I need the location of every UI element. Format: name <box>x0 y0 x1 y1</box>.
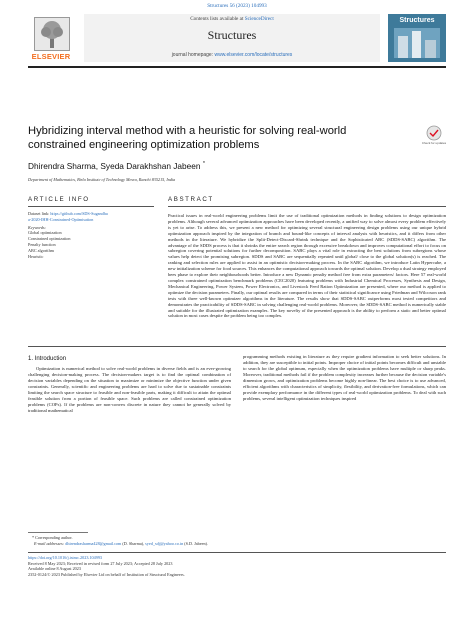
intro-left-column: Optimization is numerical method to solve real-world problems in diverse fields and is an ever-growing challenging decision-making process. The decision-makers target is to find the optimal combination of decision variables depending on the situation to maximize or minimize the objective function under given constraints. Generally, scientific and engineering problems are hard to solve due to sustainable constraints limiting the search space structure to feasible and non-feasible parts, making it difficult to attain the optimal feasible solution from a portion of feasible space. Such problems are called constrained optimization problems (COPs). If the problems are non-convex discrete in nature they cannot be generally solved by traditional mathematical <box>28 366 231 413</box>
intro-right-column: programming methods existing in literature as they require gradient information to seek better solutions. In addition, they are susceptible to initial points. Improper choice of initial points becomes difficult and unstable to search for the global optimum, especially when the optimization problems have multiple or sharp peaks. Moreover, traditional methods fail if the problem complexity increases further because the decision variable's dimension grows, and optimization problems become highly non-linear. The best choice is to use advanced, efficient algorithms with characteristics of simplicity, flexibility, and derivation-free formulations, which can provide exemplary performance in the different types of real-world optimization problems. To deal with such problems, several intelligent optimization techniques inspired <box>243 354 446 401</box>
banner-divider <box>28 66 446 68</box>
info-rule <box>28 206 154 207</box>
author-list: Dhirendra Sharma, Syeda Darakhshan Jabeen * <box>28 161 205 171</box>
abstract-text: Practical issues in real-world engineering problems limit the use of traditional optimization methods in finding solutions to design optimization problems. Although several advanced optimization approaches have been developed recently, a unified way to solve almost every problem effectively is yet to arise. To address this, we present a new method for optimizing several structural engineering design problems using our unique hybrid optimization approach inspired by the integration of branch and bound-like concepts of interval analysis with heuristics, and it differs from other methods in the literature. We hybridize the Split-Detect-Discard-Shrink technique and the Sophisticated ABC (SDDS-SABC) algorithm. The advantage of the SDDS process is that it shrinks the entire search region through excessive breakdown and improves computational effort to focus on subregion covering potential solutions for further decomposition. SABC plays a vital role in extracting the best solutions from subregions whose values help detect the promising subregion. SDDS and SABC are sequentially repeated until global/ close to the global solution(s) is reached. The ranking and selection rules are applied to assist in an optimistic decision-making process. In the SABC algorithm, we introduce Latin Hypercube, a new initialization scheme for food sources. This enhances the computational approach towards the optimal solution. Develop a dual strategy employed bees phase to explore their neighbourhoods better. Introduce a new Dynamic penalty method free from extra parameters/ factors. Here 57 real-world complex constrained optimization benchmark problems (CEC2020) featuring problems with Industrial Chemical Processes, Synthesis and Design, Mechanical Engineering, Power System, Power Electronics, and Livestock Feed Ration Optimization are presented, where our method is applied to optimize the decision parameters. Finally, our optimal results are compared in terms of their statistical significance using Friedman and Wilcoxon rank tests with three well-known optimizer algorithms in the literature. The results show that SDDS-SABC outperforms most tested competitors and demonstrates the practicability of SDDS-SABC in solving challenging real-world problems. Moreover, the SDDS-SABC method is numerically stable and suitable for the illustrated optimization examples. The key novelty of the presented approach is the ability to perform a static and better optimal solution in most cases despite the problem being too complex. <box>168 213 446 319</box>
journal-homepage: journal homepage: www.elsevier.com/locate/structures <box>171 52 293 58</box>
elsevier-logo <box>28 14 74 62</box>
received-dates: Received 8 May 2023; Received in revised form 27 July 2023; Accepted 28 July 2023 <box>28 560 173 566</box>
abstract-rule <box>168 206 446 207</box>
keyword-item: Heuristic <box>28 253 44 259</box>
cover-photo-icon <box>394 28 440 58</box>
article-title: Hybridizing interval method with a heuristic for solving real-world constrained engineering optimization problems <box>28 125 347 151</box>
keyword-item: Penalty function <box>28 241 56 247</box>
publisher-name: ELSEVIER <box>31 52 71 61</box>
email-line: E-mail addresses: dhirendrasharma428@gmail.com (D. Sharma), syed_sdj@yahoo.co.in (S.D. Jabeen). <box>34 540 209 546</box>
journal-banner <box>28 14 446 62</box>
journal-citation-link[interactable]: Structures 56 (2023) 104993 <box>207 3 267 9</box>
dataset-link-cont[interactable]: a-2020-IHH-Constrained-Optimisation <box>28 216 94 222</box>
publication-info <box>28 555 446 577</box>
article-info <box>28 211 154 259</box>
doi-link[interactable]: https://doi.org/10.1016/j.istruc.2023.104993 <box>28 555 103 560</box>
available-online: Available online 8 August 2023 <box>28 566 81 572</box>
homepage-link[interactable]: www.elsevier.com/locate/structures <box>214 52 293 58</box>
footnotes <box>28 535 446 546</box>
sciencedirect-link[interactable]: ScienceDirect <box>244 16 274 22</box>
section-heading-introduction: 1. Introduction <box>28 356 67 362</box>
corresponding-author-note: * Corresponding author. <box>32 535 73 540</box>
keyword-item: ABC algorithm <box>28 247 54 253</box>
tree-icon <box>34 17 70 51</box>
dataset-line: Dataset link: https://github.com/SDS-Sugandha <box>28 211 108 216</box>
copyright: 2352-0124/© 2023 Published by Elsevier Ltd on behalf of Institution of Structural Engineers. <box>28 571 185 577</box>
abstract-heading: ABSTRACT <box>168 196 214 203</box>
check-updates-label: Check for updates <box>421 141 447 145</box>
journal-title: Structures <box>207 28 257 42</box>
body-divider <box>28 346 446 347</box>
keyword-item: Global optimization <box>28 230 62 236</box>
cover-title: Structures <box>399 17 435 24</box>
corresponding-mark: * <box>202 161 205 168</box>
keywords-label: Keywords: <box>28 224 46 230</box>
contents-line: Contents lists available at ScienceDirect <box>190 16 274 22</box>
email-link[interactable]: syed_sdj@yahoo.co.in <box>145 540 184 546</box>
affiliation: Department of Mathematics, Birla Institute of Technology Mesra, Ranchi 835215, India <box>28 177 176 182</box>
doi-rule <box>28 552 446 553</box>
banner-center <box>84 14 380 62</box>
email-link[interactable]: dhirendrasharma428@gmail.com <box>65 540 122 546</box>
dataset-link[interactable]: https://github.com/SDS-Sugandha <box>50 211 108 216</box>
keyword-item: Constrained optimization <box>28 236 71 242</box>
check-for-updates-badge[interactable] <box>423 124 445 146</box>
article-info-heading: ARTICLE INFO <box>28 196 90 203</box>
footnote-rule <box>28 532 88 533</box>
journal-cover-image <box>388 14 446 62</box>
